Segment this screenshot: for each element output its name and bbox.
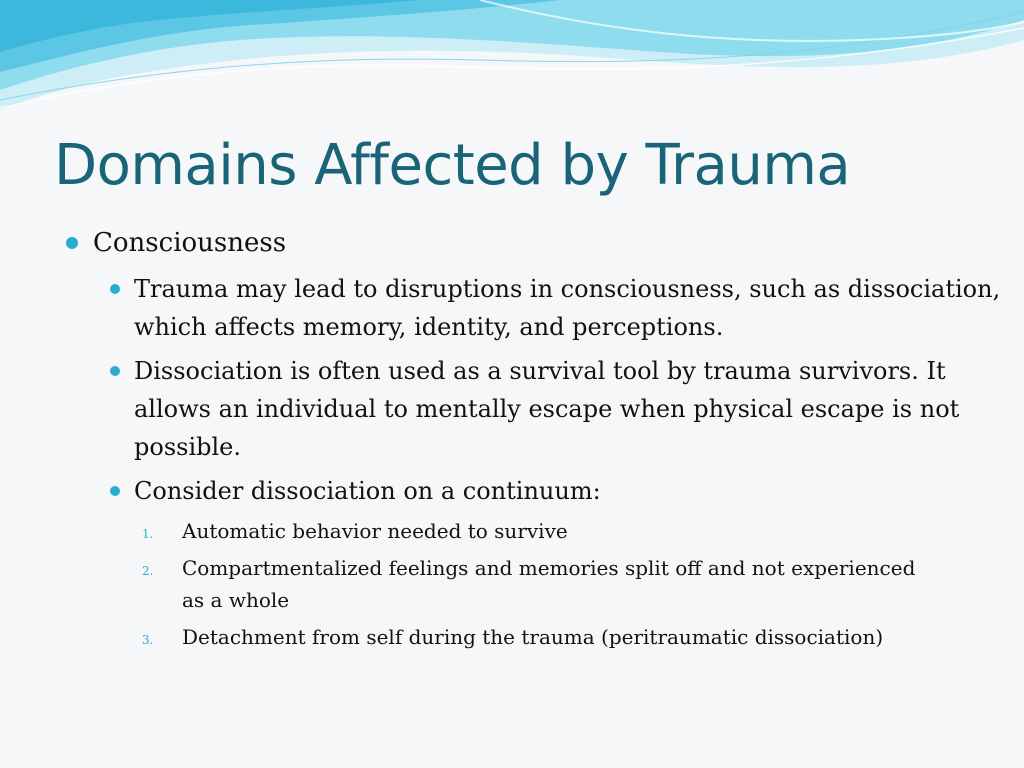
bullet-dot-icon bbox=[66, 237, 78, 249]
slide-content bbox=[0, 222, 1024, 653]
slide-title: Domains Affected by Trauma bbox=[54, 133, 851, 198]
numbered-item-1 bbox=[142, 515, 942, 547]
bullet-dot-icon bbox=[110, 284, 120, 294]
bullet-level2-survival-tool bbox=[134, 352, 1004, 466]
list-item-text: Detachment from self during the trauma (peritraumatic dissociation) bbox=[182, 625, 884, 649]
bullet-text: Consciousness bbox=[93, 228, 287, 258]
list-number: 2. bbox=[142, 564, 154, 578]
list-number: 3. bbox=[142, 633, 154, 647]
bullet-dot-icon bbox=[110, 366, 120, 376]
bullet-text: Consider dissociation on a continuum: bbox=[134, 477, 601, 505]
bullet-text: Trauma may lead to disruptions in consciousness, such as dissociation, which affects memory, identity, and perceptions. bbox=[134, 275, 1001, 341]
numbered-item-3 bbox=[142, 621, 942, 653]
bullet-level2-disruptions bbox=[134, 270, 1004, 346]
list-number: 1. bbox=[142, 527, 154, 541]
bullet-dot-icon bbox=[110, 486, 120, 496]
bullet-level2-continuum bbox=[134, 472, 1004, 510]
bullet-text: Dissociation is often used as a survival tool by trauma survivors. It allows an individual to mentally escape when physical escape is not possible. bbox=[134, 357, 960, 461]
bullet-level1-consciousness bbox=[93, 222, 993, 264]
list-item-text: Automatic behavior needed to survive bbox=[182, 519, 568, 543]
list-item-text: Compartmentalized feelings and memories split off and not experienced as a whole bbox=[182, 556, 916, 612]
numbered-item-2 bbox=[142, 552, 942, 616]
decorative-wave-header bbox=[0, 0, 1024, 130]
